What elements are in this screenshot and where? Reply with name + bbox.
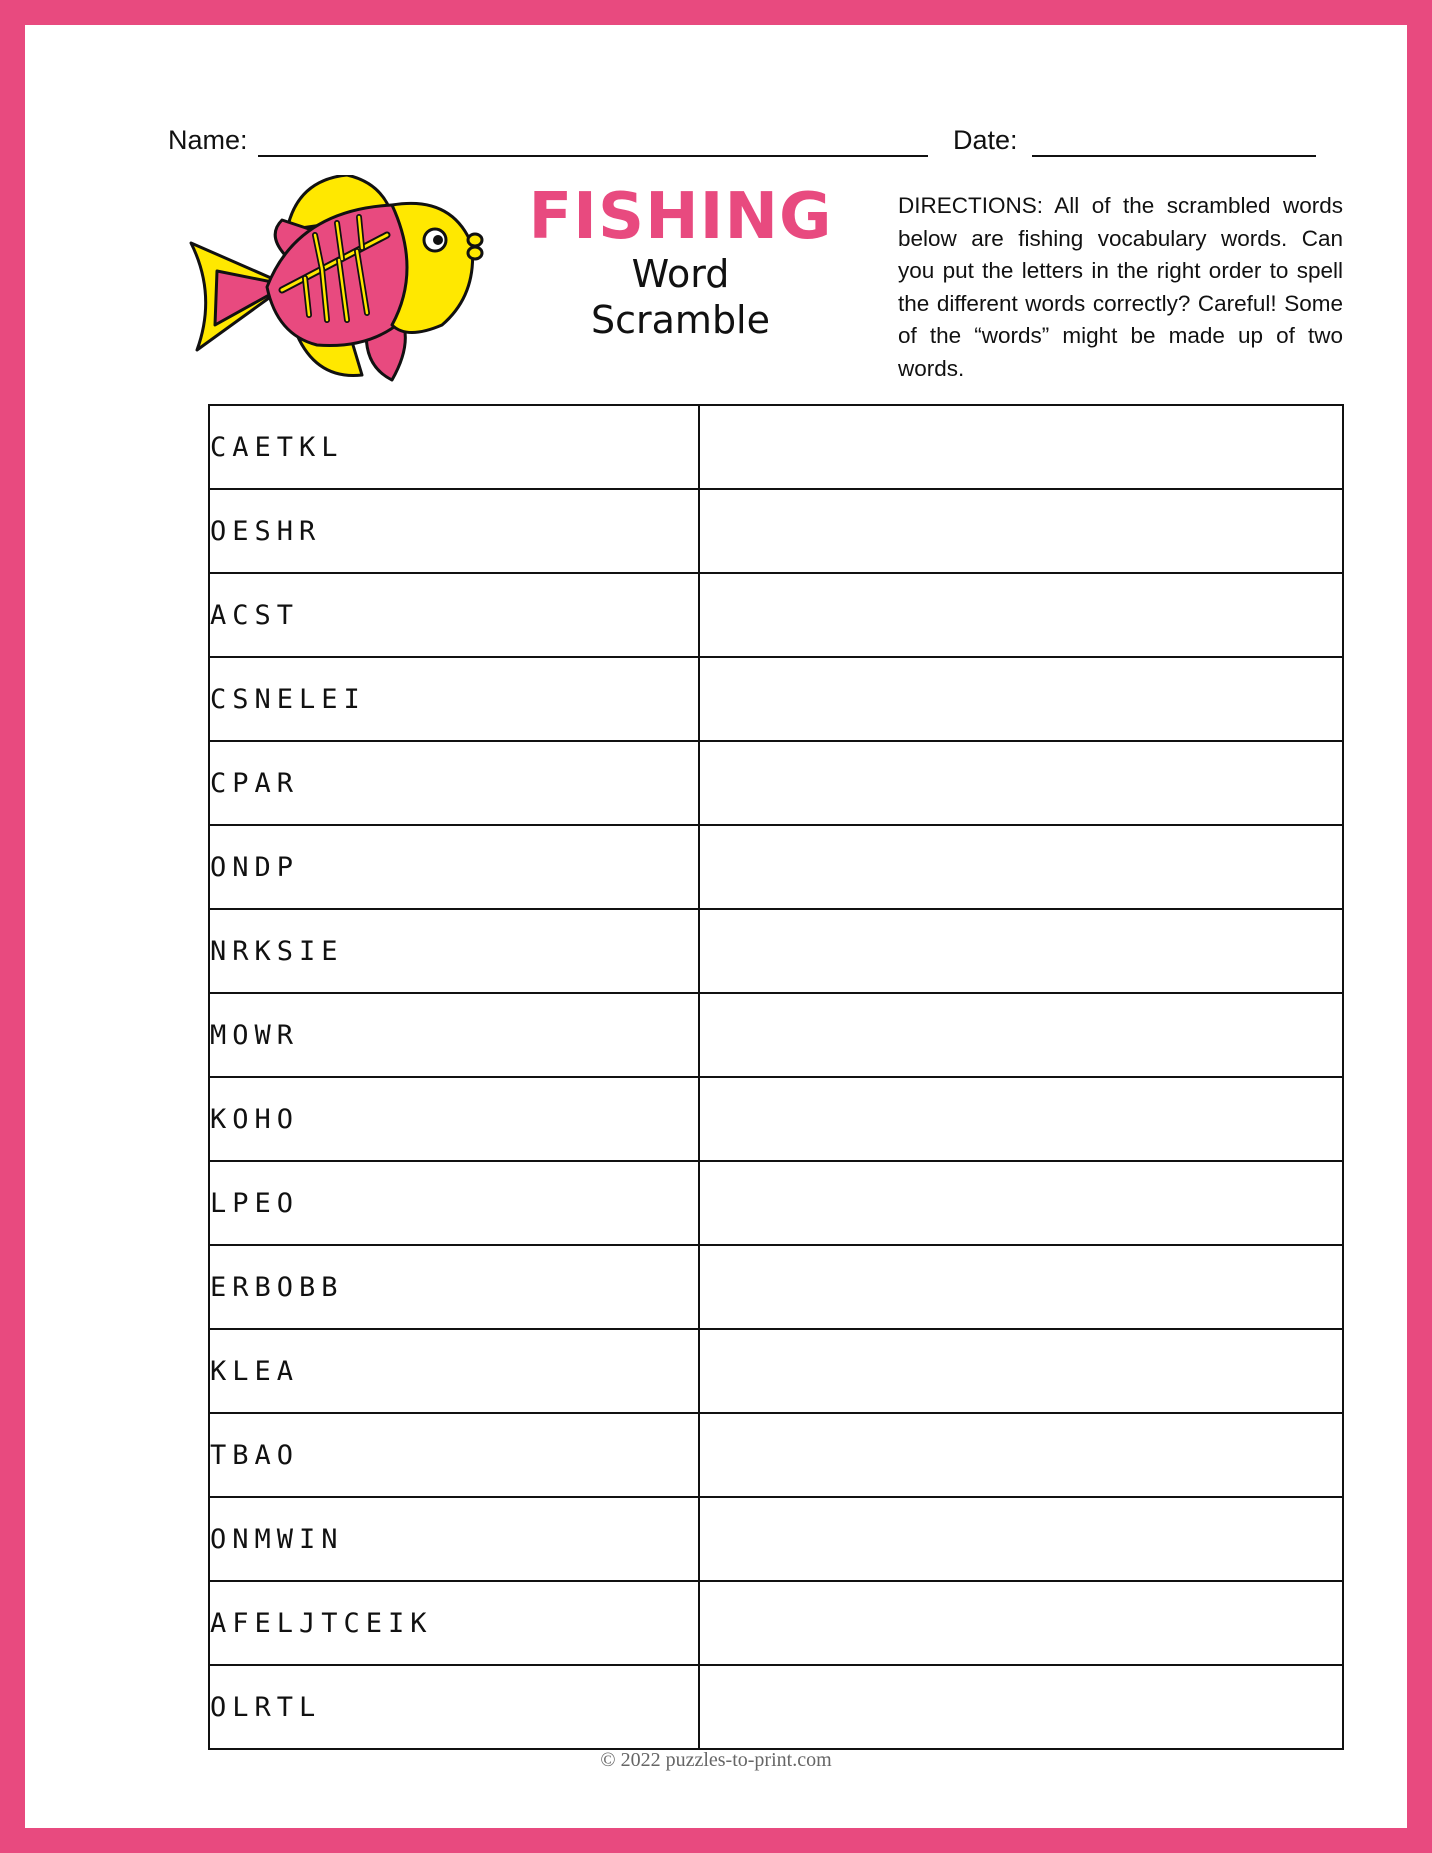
answer-cell[interactable] <box>699 909 1343 993</box>
scrambled-word: AFELJTCEIK <box>209 1581 699 1665</box>
answer-cell[interactable] <box>699 1161 1343 1245</box>
table-row <box>209 1581 1343 1665</box>
answer-cell[interactable] <box>699 657 1343 741</box>
name-label: Name: <box>168 125 248 155</box>
scrambled-word: OESHR <box>209 489 699 573</box>
scramble-table <box>208 404 1344 1750</box>
answer-cell[interactable] <box>699 993 1343 1077</box>
answer-cell[interactable] <box>699 1497 1343 1581</box>
answer-cell[interactable] <box>699 573 1343 657</box>
scrambled-word: TBAO <box>209 1413 699 1497</box>
worksheet-page <box>25 25 1407 1828</box>
answer-cell[interactable] <box>699 1581 1343 1665</box>
scrambled-word: ONDP <box>209 825 699 909</box>
table-row <box>209 1329 1343 1413</box>
answer-cell[interactable] <box>699 405 1343 489</box>
answer-cell[interactable] <box>699 489 1343 573</box>
table-row <box>209 573 1343 657</box>
scrambled-word: LPEO <box>209 1161 699 1245</box>
table-row <box>209 1497 1343 1581</box>
answer-cell[interactable] <box>699 1413 1343 1497</box>
answer-cell[interactable] <box>699 825 1343 909</box>
table-row <box>209 1245 1343 1329</box>
scrambled-word: KOHO <box>209 1077 699 1161</box>
scrambled-word: ERBOBB <box>209 1245 699 1329</box>
table-row <box>209 1413 1343 1497</box>
scrambled-word: OLRTL <box>209 1665 699 1749</box>
table-row <box>209 741 1343 825</box>
scrambled-word: CPAR <box>209 741 699 825</box>
scrambled-word: KLEA <box>209 1329 699 1413</box>
table-row <box>209 909 1343 993</box>
scrambled-word: ACST <box>209 573 699 657</box>
table-row <box>209 1077 1343 1161</box>
scrambled-word: CSNELEI <box>209 657 699 741</box>
answer-cell[interactable] <box>699 1665 1343 1749</box>
answer-cell[interactable] <box>699 1077 1343 1161</box>
worksheet-title: FISHING <box>528 180 833 254</box>
answer-cell[interactable] <box>699 1245 1343 1329</box>
date-line[interactable] <box>1032 155 1316 157</box>
table-row <box>209 657 1343 741</box>
answer-cell[interactable] <box>699 1329 1343 1413</box>
table-row <box>209 489 1343 573</box>
fish-illustration <box>187 175 487 385</box>
subtitle-word: Word <box>631 252 730 296</box>
copyright-footer: © 2022 puzzles-to-print.com <box>600 1749 832 1771</box>
answer-cell[interactable] <box>699 741 1343 825</box>
scrambled-word: NRKSIE <box>209 909 699 993</box>
name-line[interactable] <box>258 155 928 157</box>
table-row <box>209 1161 1343 1245</box>
table-row <box>209 1665 1343 1749</box>
scrambled-word: CAETKL <box>209 405 699 489</box>
table-row <box>209 993 1343 1077</box>
table-row <box>209 405 1343 489</box>
scrambled-word: MOWR <box>209 993 699 1077</box>
date-label: Date: <box>953 125 1018 155</box>
directions-text: DIRECTIONS: All of the scrambled words below are fishing vocabulary words. Can you put the letters in the right order to spell the different words correctly? Careful! Some of the “words” might be made up of two words. <box>898 193 1343 381</box>
subtitle-scramble: Scramble <box>591 298 770 342</box>
scrambled-word: ONMWIN <box>209 1497 699 1581</box>
table-row <box>209 825 1343 909</box>
